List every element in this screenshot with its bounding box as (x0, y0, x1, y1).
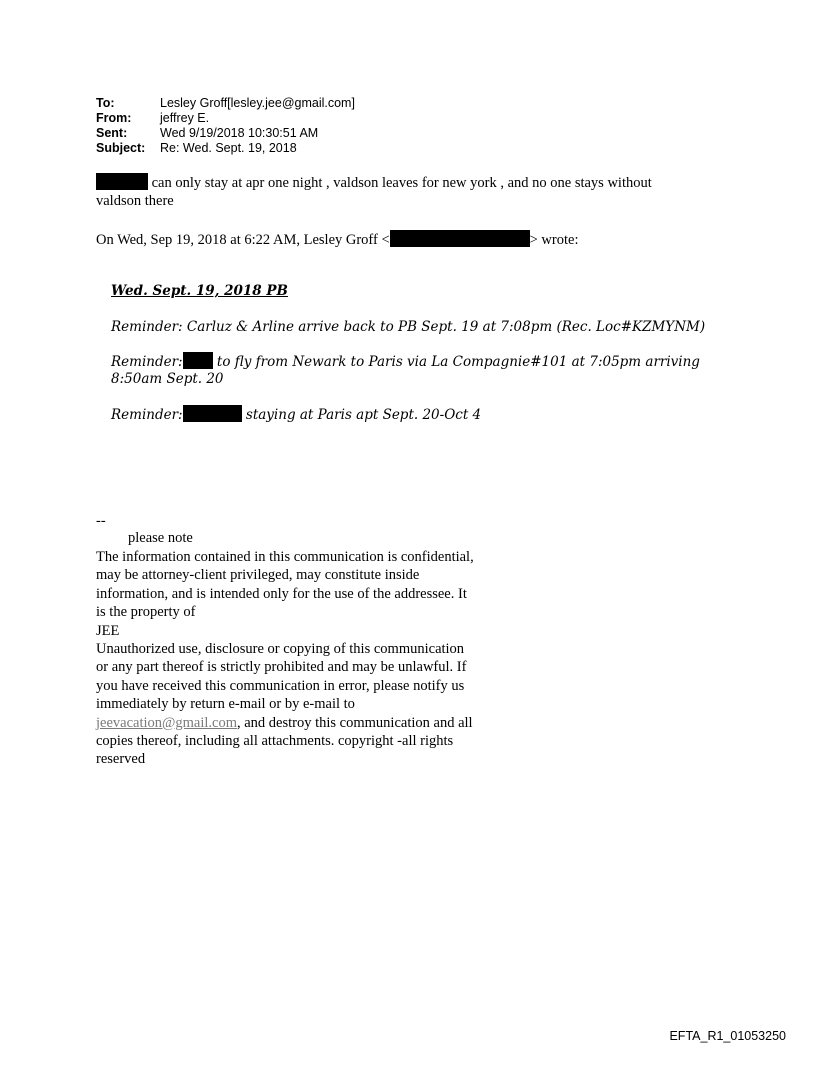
message-body (96, 173, 696, 210)
reminder-3-text: staying at Paris apt Sept. 20-Oct 4 (245, 407, 482, 423)
sent-value: Wed 9/19/2018 10:30:51 AM (160, 126, 319, 140)
signature-please-note: please note (128, 530, 193, 546)
reminder-2-prefix: Reminder: (111, 354, 183, 370)
from-row (96, 111, 355, 126)
redaction-block (390, 230, 530, 247)
reminder-1: Reminder: Carluz & Arline arrive back to PB Sept. 19 at 7:08pm (Rec. Loc#KZMYNM) (111, 319, 706, 335)
quote-attribution (96, 230, 578, 249)
attribution-prefix: On Wed, Sep 19, 2018 at 6:22 AM, Lesley Groff < (96, 232, 390, 248)
notice-owner: JEE (96, 622, 120, 639)
document-id: EFTA_R1_01053250 (669, 1029, 786, 1043)
redaction-block (96, 173, 148, 190)
reminder-2 (111, 352, 711, 388)
attribution-suffix: > wrote: (529, 232, 579, 248)
to-value: Lesley Groff[lesley.jee@gmail.com] (160, 96, 355, 110)
signature-separator: -- (96, 513, 106, 529)
redaction-block (183, 352, 213, 369)
from-value: jeffrey E. (160, 111, 210, 125)
redaction-block (183, 405, 242, 422)
subject-row (96, 141, 355, 156)
reminder-3-prefix: Reminder: (111, 407, 183, 423)
from-label: From: (96, 111, 132, 125)
subject-label: Subject: (96, 141, 146, 155)
to-row (96, 96, 355, 111)
notice-text-end: , and destroy this communication and all copies thereof, including all attachments. copyright -all rights reserved (96, 714, 473, 768)
confidentiality-notice (96, 548, 476, 769)
message-text: can only stay at apr one night , valdson leaves for new york , and no one stays without valdson there (96, 175, 652, 209)
sent-row (96, 126, 355, 141)
email-header (96, 96, 355, 156)
quoted-title: Wed. Sept. 19, 2018 PB (111, 283, 288, 299)
reminder-2-text: to fly from Newark to Paris via La Compagnie#101 at 7:05pm arriving 8:50am Sept. 20 (111, 354, 700, 387)
sent-label: Sent: (96, 126, 128, 140)
notice-paragraph-1: The information contained in this communication is confidential, may be attorney-client privileged, may constitute inside information, and is intended only for the use of the addressee. It is the property of (96, 549, 474, 621)
notice-text: Unauthorized use, disclosure or copying of this communication or any part thereof is strictly prohibited and may be unlawful. If you have received this communication in error, please notify us immediately by return e-mail or by e-mail to (96, 641, 467, 713)
notice-paragraph-2 (96, 640, 476, 769)
to-label: To: (96, 96, 115, 110)
subject-value: Re: Wed. Sept. 19, 2018 (160, 141, 297, 155)
email-link[interactable]: jeevacation@gmail.com (96, 714, 237, 731)
reminder-3 (111, 405, 711, 424)
